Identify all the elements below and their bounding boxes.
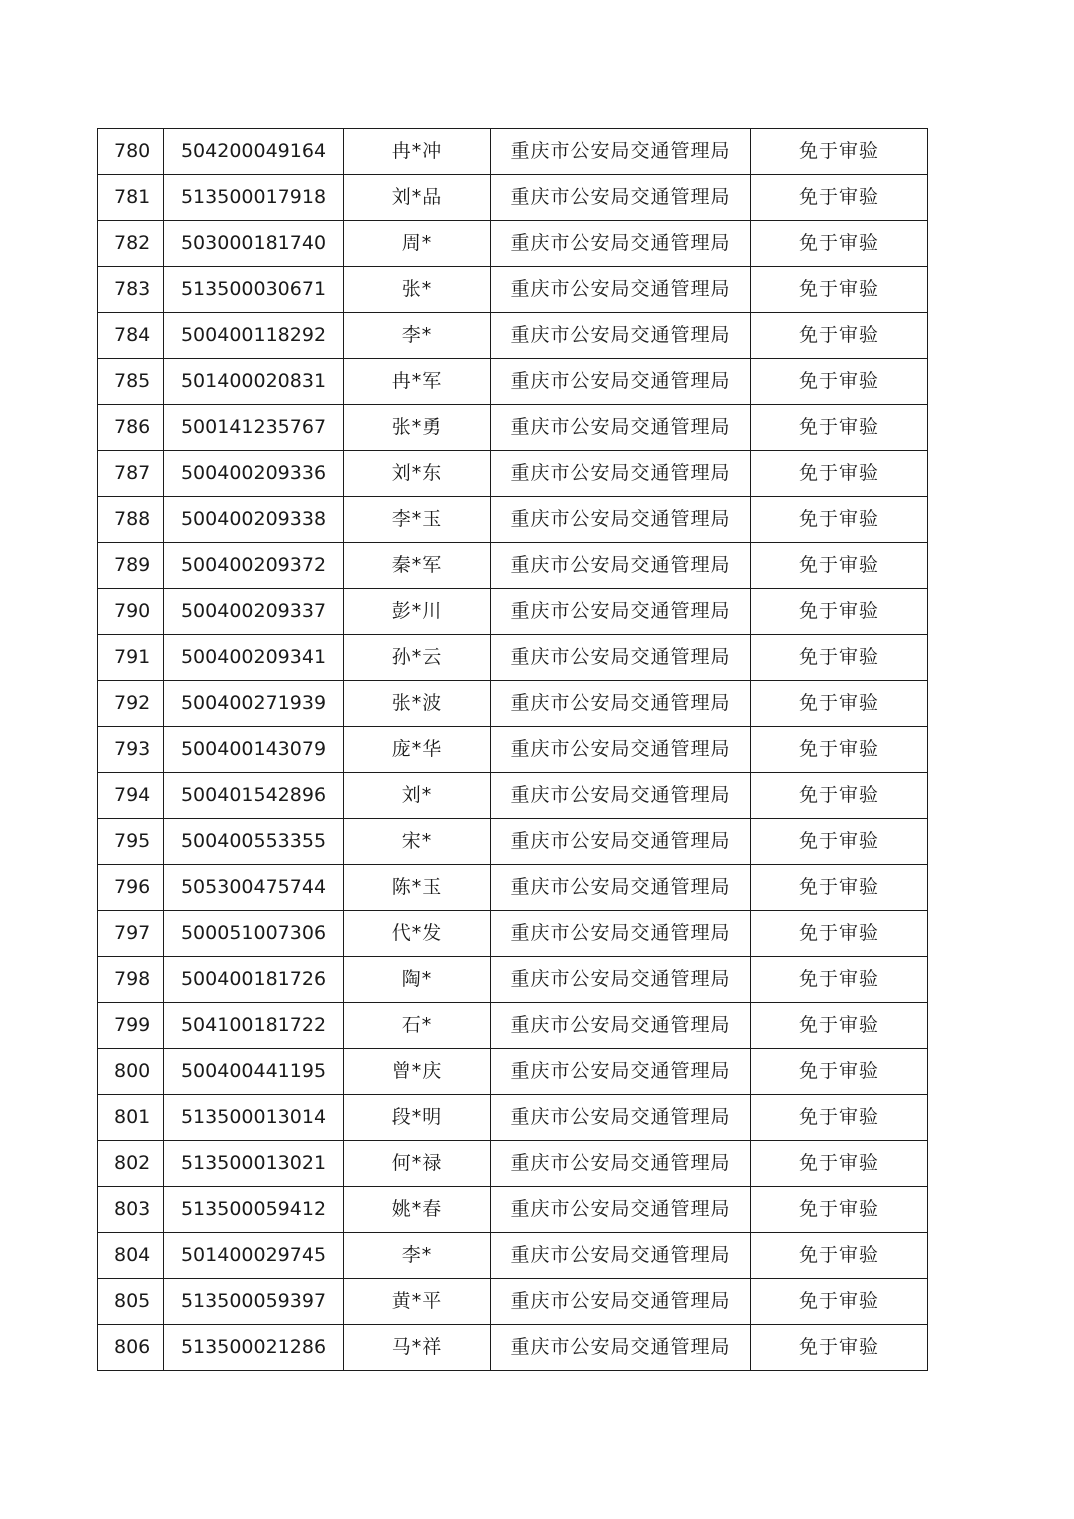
person-name-cell: 张*波 [344, 681, 491, 727]
row-number-cell: 803 [98, 1187, 164, 1233]
record-table [97, 128, 928, 1371]
table-row [98, 451, 928, 497]
certificate-number-cell: 500051007306 [164, 911, 344, 957]
row-number-cell: 794 [98, 773, 164, 819]
person-name-cell: 秦*军 [344, 543, 491, 589]
table-row [98, 635, 928, 681]
table-row [98, 221, 928, 267]
person-name-cell: 马*祥 [344, 1325, 491, 1371]
issuing-authority-cell: 重庆市公安局交通管理局 [491, 1003, 751, 1049]
review-result-cell: 免于审验 [751, 313, 928, 359]
person-name-cell: 冉*军 [344, 359, 491, 405]
row-number-cell: 792 [98, 681, 164, 727]
person-name-cell: 陶* [344, 957, 491, 1003]
table-row [98, 313, 928, 359]
review-result-cell: 免于审验 [751, 175, 928, 221]
row-number-cell: 784 [98, 313, 164, 359]
review-result-cell: 免于审验 [751, 1187, 928, 1233]
person-name-cell: 黄*平 [344, 1279, 491, 1325]
review-result-cell: 免于审验 [751, 451, 928, 497]
review-result-cell: 免于审验 [751, 221, 928, 267]
certificate-number-cell: 500400209337 [164, 589, 344, 635]
table-row [98, 1325, 928, 1371]
review-result-cell: 免于审验 [751, 635, 928, 681]
issuing-authority-cell: 重庆市公安局交通管理局 [491, 175, 751, 221]
certificate-number-cell: 503000181740 [164, 221, 344, 267]
row-number-cell: 782 [98, 221, 164, 267]
table-row [98, 773, 928, 819]
certificate-number-cell: 500400209338 [164, 497, 344, 543]
issuing-authority-cell: 重庆市公安局交通管理局 [491, 957, 751, 1003]
table-row [98, 1233, 928, 1279]
person-name-cell: 段*明 [344, 1095, 491, 1141]
table-row [98, 405, 928, 451]
row-number-cell: 795 [98, 819, 164, 865]
person-name-cell: 刘*品 [344, 175, 491, 221]
table-row [98, 957, 928, 1003]
issuing-authority-cell: 重庆市公安局交通管理局 [491, 681, 751, 727]
row-number-cell: 798 [98, 957, 164, 1003]
issuing-authority-cell: 重庆市公安局交通管理局 [491, 497, 751, 543]
review-result-cell: 免于审验 [751, 359, 928, 405]
person-name-cell: 代*发 [344, 911, 491, 957]
row-number-cell: 802 [98, 1141, 164, 1187]
certificate-number-cell: 513500059397 [164, 1279, 344, 1325]
issuing-authority-cell: 重庆市公安局交通管理局 [491, 313, 751, 359]
person-name-cell: 李*玉 [344, 497, 491, 543]
review-result-cell: 免于审验 [751, 1325, 928, 1371]
review-result-cell: 免于审验 [751, 1049, 928, 1095]
table-row [98, 911, 928, 957]
table-row [98, 497, 928, 543]
row-number-cell: 806 [98, 1325, 164, 1371]
row-number-cell: 785 [98, 359, 164, 405]
person-name-cell: 刘* [344, 773, 491, 819]
issuing-authority-cell: 重庆市公安局交通管理局 [491, 911, 751, 957]
row-number-cell: 787 [98, 451, 164, 497]
person-name-cell: 曾*庆 [344, 1049, 491, 1095]
certificate-number-cell: 501400029745 [164, 1233, 344, 1279]
certificate-number-cell: 500400441195 [164, 1049, 344, 1095]
row-number-cell: 799 [98, 1003, 164, 1049]
issuing-authority-cell: 重庆市公安局交通管理局 [491, 727, 751, 773]
certificate-number-cell: 500400271939 [164, 681, 344, 727]
issuing-authority-cell: 重庆市公安局交通管理局 [491, 865, 751, 911]
row-number-cell: 797 [98, 911, 164, 957]
row-number-cell: 804 [98, 1233, 164, 1279]
review-result-cell: 免于审验 [751, 1003, 928, 1049]
row-number-cell: 790 [98, 589, 164, 635]
issuing-authority-cell: 重庆市公安局交通管理局 [491, 1187, 751, 1233]
review-result-cell: 免于审验 [751, 727, 928, 773]
table-row [98, 267, 928, 313]
certificate-number-cell: 500400181726 [164, 957, 344, 1003]
review-result-cell: 免于审验 [751, 819, 928, 865]
table-row [98, 1187, 928, 1233]
review-result-cell: 免于审验 [751, 681, 928, 727]
issuing-authority-cell: 重庆市公安局交通管理局 [491, 1095, 751, 1141]
table-row [98, 1279, 928, 1325]
table-row [98, 359, 928, 405]
table-row [98, 589, 928, 635]
certificate-number-cell: 505300475744 [164, 865, 344, 911]
person-name-cell: 彭*川 [344, 589, 491, 635]
row-number-cell: 780 [98, 129, 164, 175]
person-name-cell: 庞*华 [344, 727, 491, 773]
table-row [98, 129, 928, 175]
review-result-cell: 免于审验 [751, 957, 928, 1003]
issuing-authority-cell: 重庆市公安局交通管理局 [491, 589, 751, 635]
row-number-cell: 796 [98, 865, 164, 911]
certificate-number-cell: 513500013014 [164, 1095, 344, 1141]
review-result-cell: 免于审验 [751, 1233, 928, 1279]
certificate-number-cell: 500400209341 [164, 635, 344, 681]
review-result-cell: 免于审验 [751, 405, 928, 451]
person-name-cell: 陈*玉 [344, 865, 491, 911]
issuing-authority-cell: 重庆市公安局交通管理局 [491, 819, 751, 865]
certificate-number-cell: 500401542896 [164, 773, 344, 819]
row-number-cell: 789 [98, 543, 164, 589]
table-row [98, 1003, 928, 1049]
issuing-authority-cell: 重庆市公安局交通管理局 [491, 359, 751, 405]
person-name-cell: 李* [344, 313, 491, 359]
person-name-cell: 张*勇 [344, 405, 491, 451]
review-result-cell: 免于审验 [751, 1279, 928, 1325]
certificate-number-cell: 513500030671 [164, 267, 344, 313]
row-number-cell: 793 [98, 727, 164, 773]
certificate-number-cell: 513500059412 [164, 1187, 344, 1233]
issuing-authority-cell: 重庆市公安局交通管理局 [491, 129, 751, 175]
table-row [98, 1141, 928, 1187]
person-name-cell: 冉*冲 [344, 129, 491, 175]
issuing-authority-cell: 重庆市公安局交通管理局 [491, 773, 751, 819]
issuing-authority-cell: 重庆市公安局交通管理局 [491, 1325, 751, 1371]
review-result-cell: 免于审验 [751, 589, 928, 635]
row-number-cell: 781 [98, 175, 164, 221]
certificate-number-cell: 500400118292 [164, 313, 344, 359]
issuing-authority-cell: 重庆市公安局交通管理局 [491, 405, 751, 451]
table-row [98, 681, 928, 727]
person-name-cell: 周* [344, 221, 491, 267]
person-name-cell: 何*禄 [344, 1141, 491, 1187]
row-number-cell: 786 [98, 405, 164, 451]
review-result-cell: 免于审验 [751, 773, 928, 819]
row-number-cell: 791 [98, 635, 164, 681]
review-result-cell: 免于审验 [751, 1095, 928, 1141]
table-row [98, 543, 928, 589]
person-name-cell: 刘*东 [344, 451, 491, 497]
issuing-authority-cell: 重庆市公安局交通管理局 [491, 221, 751, 267]
issuing-authority-cell: 重庆市公安局交通管理局 [491, 451, 751, 497]
review-result-cell: 免于审验 [751, 129, 928, 175]
row-number-cell: 801 [98, 1095, 164, 1141]
person-name-cell: 姚*春 [344, 1187, 491, 1233]
review-result-cell: 免于审验 [751, 267, 928, 313]
review-result-cell: 免于审验 [751, 865, 928, 911]
certificate-number-cell: 500141235767 [164, 405, 344, 451]
row-number-cell: 800 [98, 1049, 164, 1095]
certificate-number-cell: 513500021286 [164, 1325, 344, 1371]
row-number-cell: 783 [98, 267, 164, 313]
table-row [98, 865, 928, 911]
issuing-authority-cell: 重庆市公安局交通管理局 [491, 1233, 751, 1279]
certificate-number-cell: 501400020831 [164, 359, 344, 405]
certificate-number-cell: 500400553355 [164, 819, 344, 865]
issuing-authority-cell: 重庆市公安局交通管理局 [491, 543, 751, 589]
certificate-number-cell: 504100181722 [164, 1003, 344, 1049]
review-result-cell: 免于审验 [751, 911, 928, 957]
row-number-cell: 788 [98, 497, 164, 543]
certificate-number-cell: 513500017918 [164, 175, 344, 221]
table-row [98, 819, 928, 865]
review-result-cell: 免于审验 [751, 1141, 928, 1187]
issuing-authority-cell: 重庆市公安局交通管理局 [491, 635, 751, 681]
certificate-number-cell: 500400209372 [164, 543, 344, 589]
issuing-authority-cell: 重庆市公安局交通管理局 [491, 1279, 751, 1325]
certificate-number-cell: 500400209336 [164, 451, 344, 497]
issuing-authority-cell: 重庆市公安局交通管理局 [491, 1049, 751, 1095]
review-result-cell: 免于审验 [751, 543, 928, 589]
table-row [98, 175, 928, 221]
person-name-cell: 张* [344, 267, 491, 313]
person-name-cell: 宋* [344, 819, 491, 865]
table-row [98, 1095, 928, 1141]
certificate-number-cell: 513500013021 [164, 1141, 344, 1187]
table-row [98, 727, 928, 773]
review-result-cell: 免于审验 [751, 497, 928, 543]
table-row [98, 1049, 928, 1095]
person-name-cell: 孙*云 [344, 635, 491, 681]
row-number-cell: 805 [98, 1279, 164, 1325]
person-name-cell: 李* [344, 1233, 491, 1279]
issuing-authority-cell: 重庆市公安局交通管理局 [491, 1141, 751, 1187]
certificate-number-cell: 504200049164 [164, 129, 344, 175]
certificate-number-cell: 500400143079 [164, 727, 344, 773]
person-name-cell: 石* [344, 1003, 491, 1049]
record-table-body [98, 129, 928, 1371]
issuing-authority-cell: 重庆市公安局交通管理局 [491, 267, 751, 313]
